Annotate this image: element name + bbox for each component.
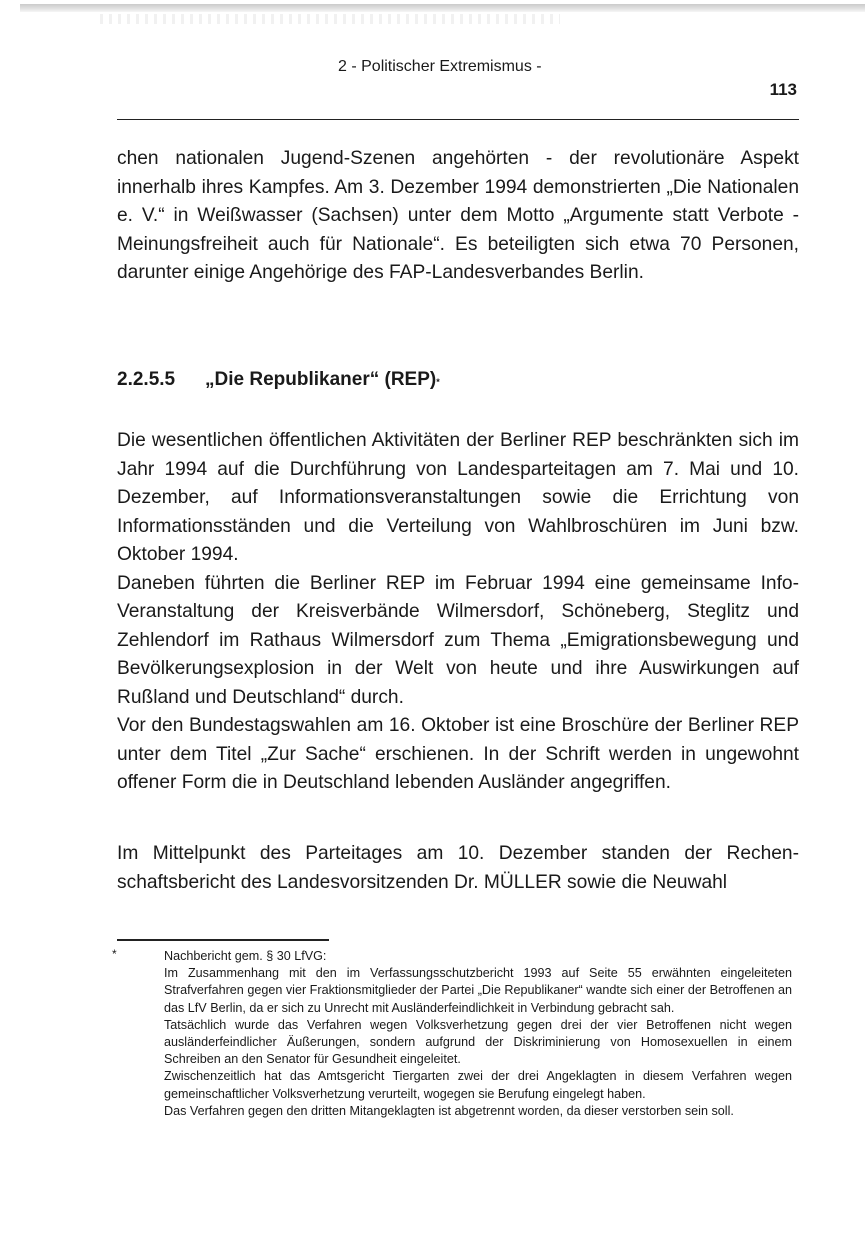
- continuation-paragraph: [117, 145, 799, 288]
- section-title: „Die Republikaner“ (REP): [205, 369, 437, 390]
- paragraph: Die wesentlichen öffentlichen Aktivitäten der Berliner REP beschränkten sich im Jahr 1994 auf die Durchführung von Landesparteitagen am 7. Mai und 10. Dezember, auf Informationsveranstaltungen sowie die Errichtung von Informationsständen und die Verteilung von Wahlbroschüren im Juni bzw. Oktober 1994.: [117, 430, 799, 565]
- footnote-divider: [117, 939, 329, 941]
- footnote-marker: *: [112, 947, 117, 961]
- section-number: 2.2.5.5: [117, 369, 176, 390]
- footnote-paragraph: Nachbericht gem. § 30 LfVG:: [164, 949, 327, 963]
- paragraph: Vor den Bundestagswahlen am 16. Oktober ist eine Broschüre der Berliner REP unter dem Titel „Zur Sache“ erschienen. In der Schrift werden in ungewohnt offener Form die in Deutschland lebenden Ausländer angegriffen.: [117, 715, 799, 793]
- running-header-title: 2 - Politischer Extremismus -: [338, 58, 542, 75]
- header-divider: [117, 119, 799, 120]
- scan-noise-artifact: [100, 14, 560, 24]
- section-body-continued: [117, 840, 799, 897]
- footnote-body: [164, 948, 792, 1120]
- paragraph: Daneben führten die Berliner REP im Februar 1994 eine gemeinsame Info-Veranstaltung der Kreisverbände Wilmersdorf, Schöneberg, Steglitz und Zehlendorf im Rathaus Wilmersdorf zum Thema „Emigrationsbewegung und Bevölkerungsexplosion in der Welt von heute und ihre Auswirkungen auf Rußland und Deutschland“ durch.: [117, 572, 799, 708]
- section-heading: [117, 369, 440, 391]
- section-body: [117, 427, 799, 798]
- footnote-paragraph: Das Verfahren gegen den dritten Mitangeklagten ist abgetrennt worden, da dieser verstorben sein soll.: [164, 1103, 734, 1118]
- footnote: [112, 948, 792, 1120]
- footnote-paragraph: Im Zusammenhang mit den im Verfassungsschutzbericht 1993 auf Seite 55 erwähnten eingeleiteten Strafverfahren gegen vier Fraktionsmitglieder der Partei „Die Republikaner“ wandte sich einer der Betroffenen an das LfV Berlin, da er sich zu Unrecht mit Ausländerfeindlichkeit in Verbindung gebracht sah.: [164, 966, 792, 1015]
- footnote-paragraph: Zwischenzeitlich hat das Amtsgericht Tiergarten zwei der drei Angeklagten in diesem Verfahren wegen gemeinschaftlicher Volksverhetzung verurteilt, wogegen sie Berufung eingelegt haben.: [164, 1069, 792, 1101]
- footnote-paragraph: Tatsächlich wurde das Verfahren wegen Volksverhetzung gegen drei der vier Betroffenen nicht wegen ausländerfeindlicher Äußerungen, sondern aufgrund der Diskriminierung von Homosexuellen in einem Schreiben an den Senator für Gesundheit eingeleitet.: [164, 1017, 792, 1067]
- page-number: 113: [769, 80, 797, 99]
- paragraph: chen nationalen Jugend-Szenen angehörten - der revolutionäre Aspekt innerhalb ihres Kampfes. Am 3. Dezember 1994 demonstrierten „Die Nationalen e. V.“ in Weißwasser (Sachsen) unter dem Motto „Argumente statt Verbote - Meinungsfreiheit auch für Nationale“. Es beteiligten sich etwa 70 Personen, darunter einige Angehörige des FAP-Landesverbandes Berlin.: [117, 148, 799, 283]
- scan-edge-artifact: [20, 4, 865, 12]
- footnote-reference[interactable]: *: [436, 377, 440, 387]
- paragraph: Im Mittelpunkt des Parteitages am 10. Dezember standen der Rechenschaftsbericht des Landesvorsitzenden Dr. MÜLLER sowie die Neuwahl: [117, 843, 799, 893]
